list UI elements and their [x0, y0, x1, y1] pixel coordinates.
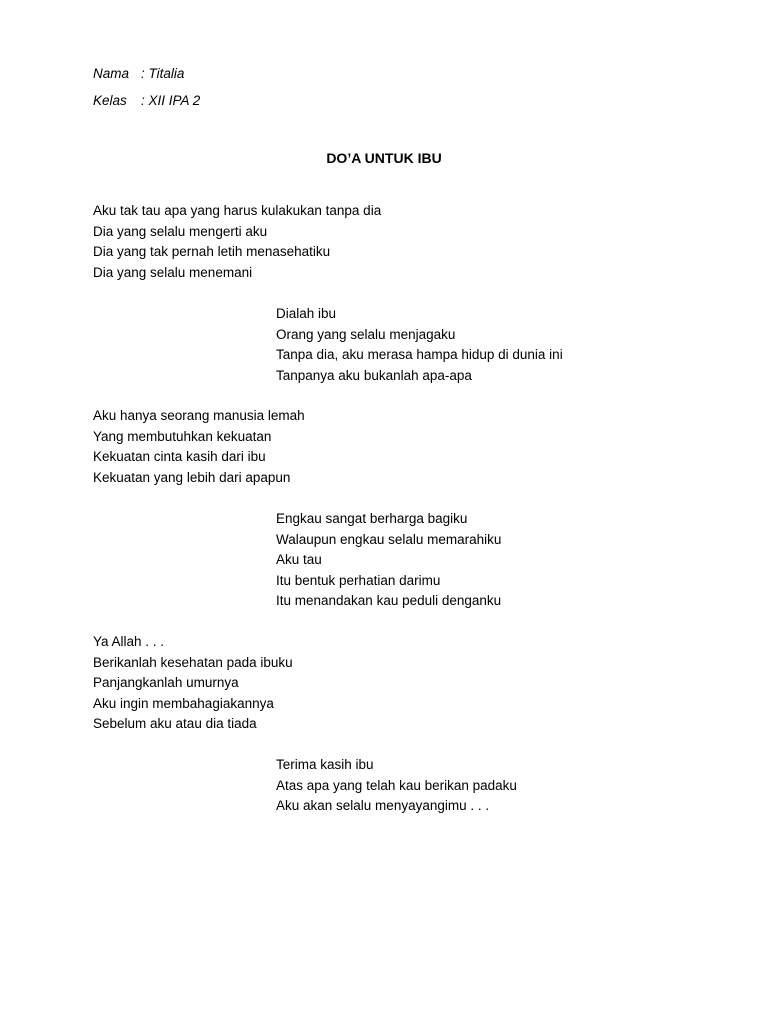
kelas-label: Kelas	[93, 93, 127, 108]
poem-line: Aku hanya seorang manusia lemah	[93, 408, 305, 423]
poem-line: Walaupun engkau selalu memarahiku	[276, 531, 502, 547]
poem-line: Dia yang selalu mengerti aku	[93, 223, 268, 239]
poem-line: Atas apa yang telah kau berikan padaku	[276, 777, 517, 793]
poem-line: Aku akan selalu menyayangimu . . .	[276, 798, 490, 814]
poem-line: Terima kasih ibu	[276, 757, 374, 772]
nama-label: Nama	[93, 66, 130, 81]
poem-line: Berikanlah kesehatan pada ibuku	[93, 654, 293, 670]
nama-value: : Titalia	[141, 66, 185, 81]
poem-line: Itu bentuk perhatian darimu	[276, 572, 441, 588]
poem-line: Ya Allah . . .	[93, 634, 165, 649]
nama-row	[93, 66, 184, 82]
poem-line: Aku tak tau apa yang harus kulakukan tanpa dia	[93, 203, 382, 218]
stanza-3	[93, 406, 305, 488]
stanza-1	[93, 201, 381, 283]
stanza-5	[93, 632, 293, 735]
poem-line: Dia yang selalu menemani	[93, 264, 253, 280]
poem-title: DO’A UNTUK IBU	[326, 150, 442, 166]
stanza-6	[276, 755, 517, 817]
poem-line: Orang yang selalu menjagaku	[276, 326, 456, 342]
stanza-2	[276, 304, 563, 386]
poem-line: Tanpanya aku bukanlah apa-apa	[276, 367, 472, 383]
kelas-row	[93, 93, 200, 109]
poem-line: Aku ingin membahagiakannya	[93, 695, 274, 711]
kelas-value: : XII IPA 2	[141, 93, 201, 108]
poem-line: Kekuatan yang lebih dari apapun	[93, 469, 291, 485]
poem-line: Tanpa dia, aku merasa hampa hidup di dunia ini	[276, 347, 563, 363]
poem-line: Panjangkanlah umurnya	[93, 675, 239, 691]
poem-line: Aku tau	[276, 552, 322, 568]
poem-line: Engkau sangat berharga bagiku	[276, 511, 468, 526]
poem-line: Kekuatan cinta kasih dari ibu	[93, 449, 266, 465]
stanza-4	[276, 509, 501, 612]
poem-line: Dialah ibu	[276, 306, 337, 321]
poem-line: Yang membutuhkan kekuatan	[93, 428, 272, 444]
poem-line: Dia yang tak pernah letih menasehatiku	[93, 244, 331, 260]
poem-line: Sebelum aku atau dia tiada	[93, 716, 257, 732]
poem-line: Itu menandakan kau peduli denganku	[276, 593, 502, 609]
